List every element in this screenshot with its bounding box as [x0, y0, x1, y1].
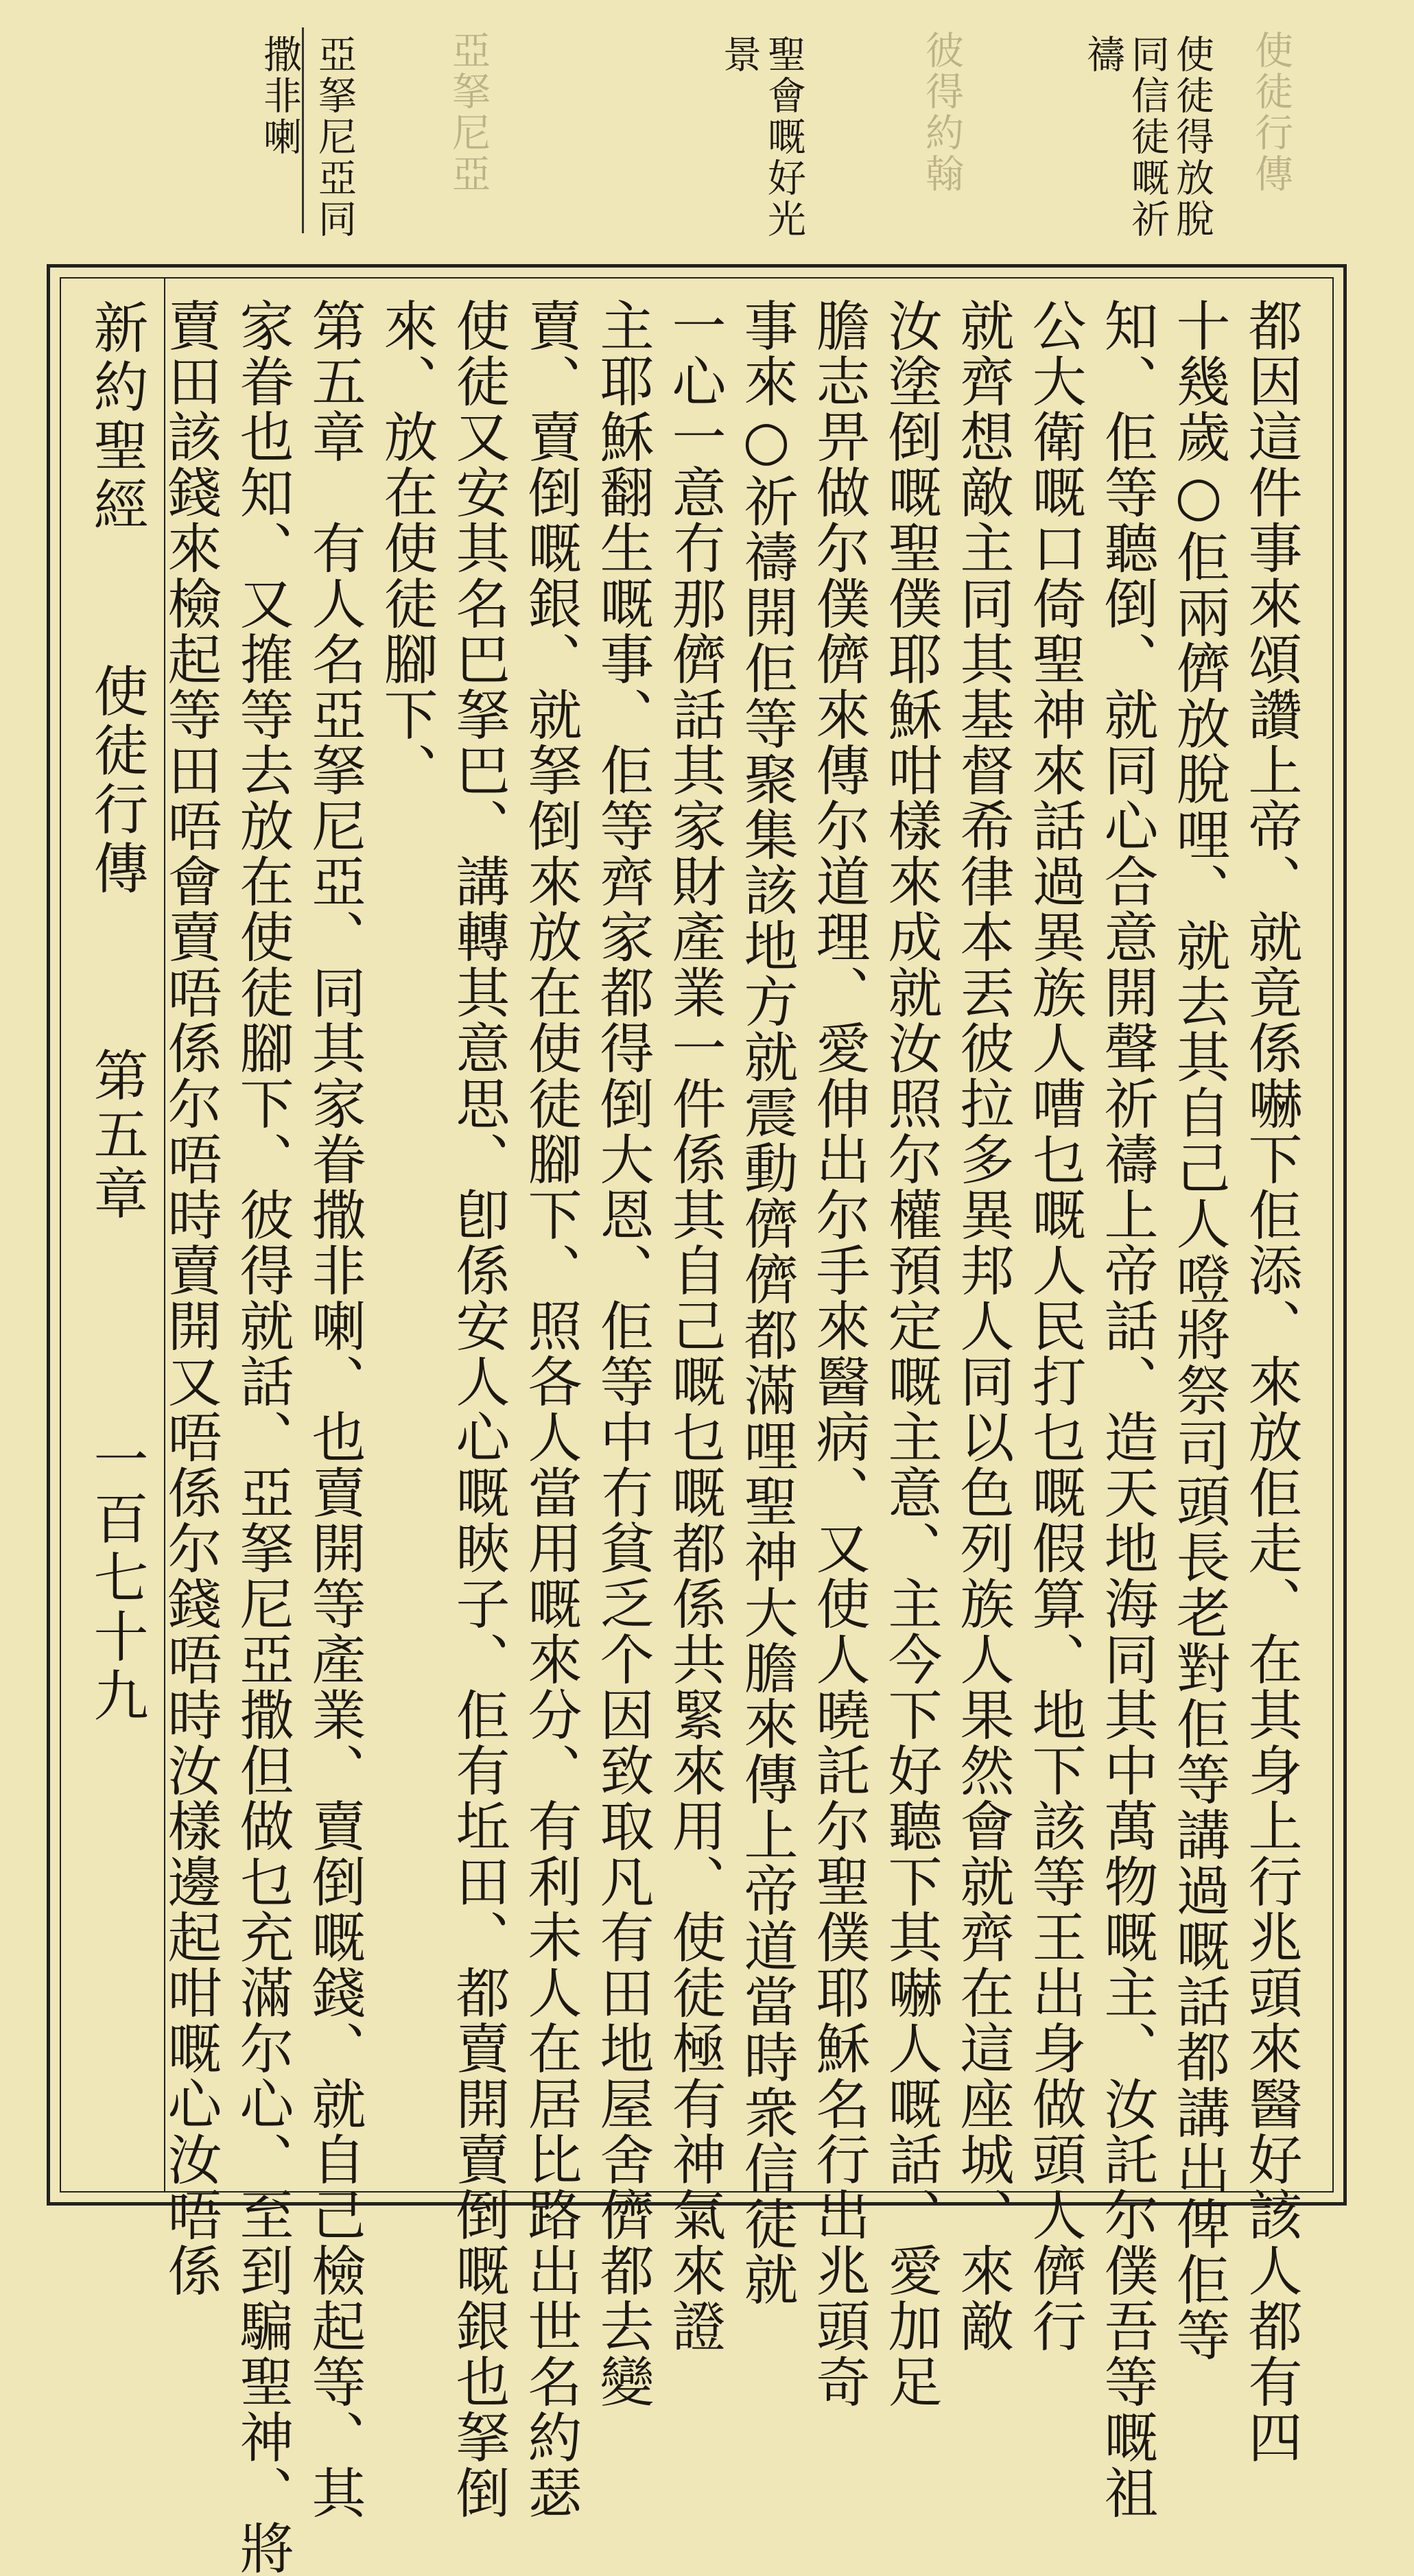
text-column: 十幾歲○佢兩儕放脫哩、就去其自己人噔將祭司頭長老對佢等講過嘅話都講出俾佢等 — [1167, 298, 1230, 2363]
text-column: 使徒又安其名巴拏巴、講轉其意思、卽係安人心嘅䀹子、佢有坵田、都賣開賣倒嘅銀也拏倒 — [447, 298, 510, 2520]
text-column: 第五章 有人名亞拏尼亞、同其家眷撒非喇、也賣開等產業、賣倒嘅錢、就自己檢起等、其 — [303, 298, 366, 2520]
faint-note: 使徒行傳 — [1249, 30, 1293, 195]
text-column: 就齊想敵主同其基督希律本丟彼拉多異邦人同以色列族人果然會就齊在這座城、來敵 — [951, 298, 1014, 2354]
faint-note: 彼得約翰 — [919, 30, 964, 195]
text-column: 汝塗倒嘅聖僕耶穌咁樣來成就汝照尔權預定嘅主意、主今下好聽下其嚇人嘅話、愛加足 — [879, 298, 942, 2409]
text-column: 公大衛嘅口倚聖神來話過異族人嘈乜嘅人民打乜嘅假算、地下該等王出身做頭人儕行 — [1023, 298, 1086, 2354]
text-column: 一心一意冇那儕話其家財產業一件係其自己嘅乜嘅都係共緊來用、使徒極有神氣來證 — [663, 298, 726, 2354]
margin-note-line: 亞拏尼亞同 — [312, 34, 357, 240]
margin-note-line: 禱 — [1081, 34, 1125, 75]
text-column: 膽志畀做尔僕儕來傳尔道理、愛伸出尔手來醫病、又使人曉託尔聖僕耶穌名行出兆頭奇 — [807, 298, 870, 2409]
margin-note-line: 使徒得放脫 — [1170, 34, 1214, 240]
running-header — [61, 279, 165, 2191]
text-column: 知、佢等聽倒、就同心合意開聲祈禱上帝話、造天地海同其中萬物嘅主、汝託尔僕吾等嘅祖 — [1095, 298, 1158, 2520]
margin-note-line: 撒非喇 — [257, 34, 302, 158]
margin-note-line: 同信徒嘅祈 — [1125, 34, 1170, 240]
faint-note: 亞拏尼亞 — [446, 30, 491, 195]
note-rule — [302, 27, 304, 233]
section-title: 使徒行傳 — [84, 663, 148, 899]
page-frame — [47, 264, 1347, 2576]
text-column: 都因這件事來頌讚上帝、就竟係嚇下佢添、來放佢走、在其身上行兆頭來醫好該人都有四 — [1239, 298, 1302, 2465]
margin-note-line: 聖會嘅好光 — [762, 34, 806, 240]
book-title: 新約聖經 — [84, 299, 148, 535]
text-column: 事來○祈禱開佢等聚集該地方就震動儕儕都滿哩聖神大膽來傳上帝道當時衆信徒就 — [735, 298, 798, 2307]
text-column: 來、放在使徒腳下、 — [375, 298, 438, 798]
page-number: 一百七十九 — [84, 1431, 148, 1726]
chapter-title: 第五章 — [84, 1047, 148, 1224]
page-frame-inner — [60, 277, 1334, 2576]
text-column: 賣田該錢來檢起等田唔會賣唔係尔唔時賣開又唔係尔錢唔時汝樣邊起咁嘅心汝唔係 — [158, 298, 222, 2298]
text-column: 賣、賣倒嘅銀、就拏倒來放在使徒腳下、照各人當用嘅來分、有利未人在居比路出世名約瑟 — [519, 298, 582, 2520]
text-column: 家眷也知、又搉等去放在使徒腳下、彼得就話、亞拏尼亞撒但做乜充滿尔心、至到騙聖神、將 — [231, 298, 294, 2576]
margin-note-line: 景 — [717, 34, 762, 75]
text-column: 主耶穌翻生嘅事、佢等齊家都得倒大恩、佢等中冇貧乏个因致取凡有田地屋舍儕都去變 — [591, 298, 654, 2409]
